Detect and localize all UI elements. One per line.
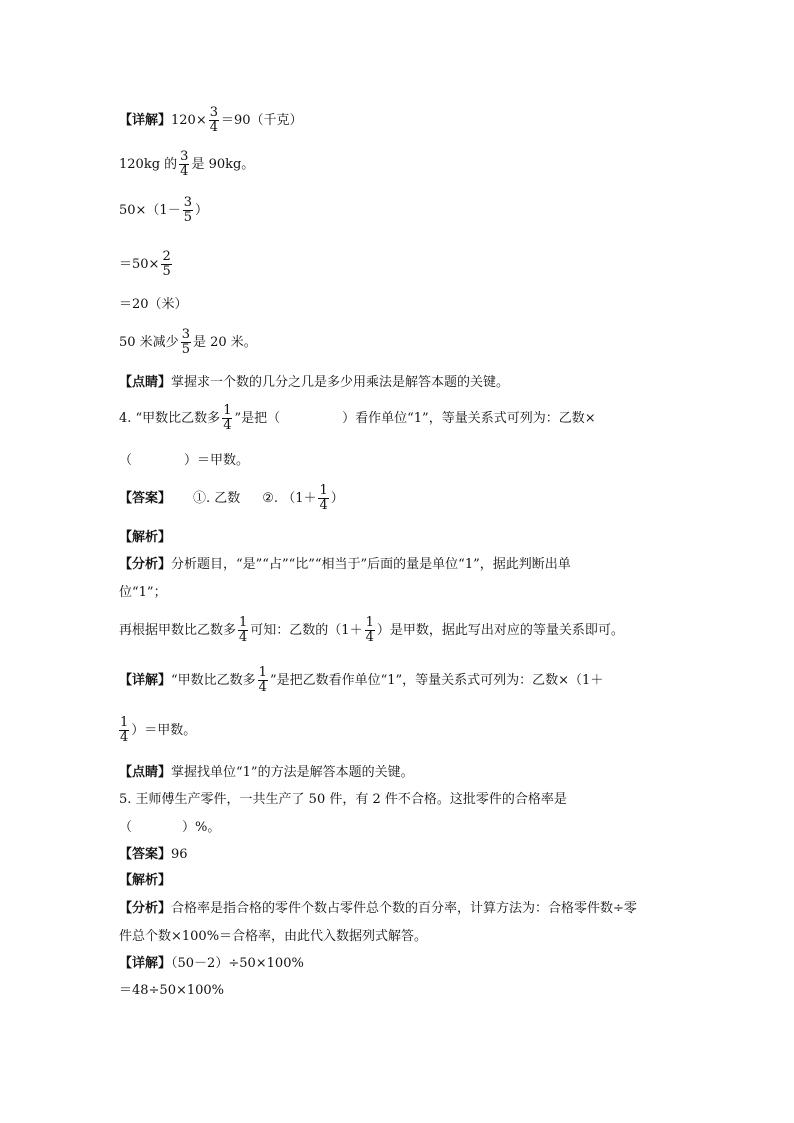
denominator: 4: [223, 418, 232, 433]
numerator: 3: [209, 105, 219, 120]
numerator: 1: [319, 483, 328, 498]
denominator: 5: [183, 210, 192, 225]
numerator: 1: [239, 615, 248, 630]
detail-tag: 【详解】: [119, 113, 172, 128]
fraction: [183, 196, 193, 225]
detail-tag: 【详解】: [119, 673, 172, 688]
text: 120kg 的: [119, 157, 178, 172]
text: ）＝甲数。: [184, 453, 250, 468]
denominator: 4: [209, 120, 219, 135]
text: 是 90kg。: [191, 157, 255, 172]
detail-line-2: [119, 150, 254, 179]
analysis-tag: 【解析】: [119, 873, 172, 888]
text: ＝48÷50×100%: [119, 983, 225, 998]
denominator: 4: [365, 630, 374, 645]
numerator: 1: [258, 665, 267, 680]
numerator: 3: [180, 149, 189, 164]
denominator: 4: [258, 680, 267, 695]
denominator: 5: [162, 264, 171, 279]
numerator: 1: [120, 715, 129, 730]
key-point-4: [119, 766, 414, 779]
text: ）看作单位“1”，等量关系式可列为：乙数×: [342, 411, 596, 426]
question-5-cont: [119, 821, 220, 834]
text: ”是把乙数看作单位“1”，等量关系式可列为：乙数×（1＋: [269, 673, 604, 688]
question-5: [119, 793, 567, 806]
text: ①. 乙数: [193, 491, 241, 506]
text: 可知：乙数的（1＋: [250, 623, 363, 638]
fraction: [161, 250, 171, 279]
text: ）＝甲数。: [131, 723, 197, 738]
text: ＝50×: [119, 257, 160, 272]
text: 位“1”；: [119, 585, 167, 600]
analysis-5-heading: [119, 874, 171, 887]
analysis-tag: 【解析】: [119, 530, 172, 545]
denominator: 4: [180, 164, 189, 179]
text: ）%。: [182, 820, 221, 835]
question-4-cont: [119, 454, 249, 467]
answer-tag: 【答案】: [119, 491, 172, 506]
answer-5: [119, 848, 188, 861]
text: 分析题目，“是”“占”“比”“相当于”后面的量是单位“1”，据此判断出单: [171, 557, 571, 572]
detail-4-line-2: [117, 716, 196, 745]
denominator: 4: [120, 730, 129, 745]
text: 96: [171, 847, 188, 862]
numerator: 2: [162, 249, 171, 264]
analysis-4-line-2: [119, 586, 167, 599]
detail-5-line-2: [119, 984, 224, 997]
denominator: 5: [181, 342, 190, 357]
detail-line-5: [119, 298, 188, 311]
text: ）是甲数，据此写出对应的等量关系即可。: [376, 623, 624, 638]
text: 4. “甲数比乙数多: [119, 411, 221, 426]
text: ）: [195, 203, 209, 218]
detail-5-line-1: [119, 957, 304, 970]
text: 5. 王师傅生产零件，一共生产了 50 件，有 2 件不合格。这批零件的合格率是: [119, 792, 567, 807]
text: （: [119, 820, 133, 835]
fraction: [119, 716, 129, 745]
detail-tag: 【详解】: [119, 956, 172, 971]
key-point-tag: 【点睛】: [119, 375, 172, 390]
text: 是 20 米。: [192, 335, 257, 350]
analysis-4-heading: [119, 531, 171, 544]
analysis-5-line-2: [119, 930, 427, 943]
text: ＝20（米）: [119, 297, 188, 312]
detail-4-line-1: [119, 666, 603, 695]
analysis-subtag: 【分析】: [119, 557, 172, 572]
fraction: [318, 484, 328, 513]
answer-tag: 【答案】: [119, 847, 172, 862]
text: 掌握求一个数的几分之几是多少用乘法是解答本题的关键。: [171, 375, 510, 390]
text: 50 米减少: [119, 335, 179, 350]
fraction: [222, 404, 232, 433]
numerator: 3: [181, 327, 190, 342]
text: （50－2）÷50×100%: [171, 956, 304, 971]
fraction: [209, 106, 219, 135]
analysis-5-line-1: [119, 902, 637, 915]
analysis-subtag: 【分析】: [119, 901, 172, 916]
analysis-4-line-3: [119, 616, 624, 645]
text: 掌握找单位“1”的方法是解答本题的关键。: [171, 765, 414, 780]
text: 件总个数×100%＝合格率，由此代入数据列式解答。: [119, 929, 428, 944]
numerator: 1: [365, 615, 374, 630]
text: ②. （1＋: [262, 491, 317, 506]
question-4: [119, 404, 596, 433]
key-point-tag: 【点睛】: [119, 765, 172, 780]
fraction: [181, 328, 191, 357]
text: “甲数比乙数多: [171, 673, 256, 688]
text: ”是把（: [234, 411, 281, 426]
numerator: 3: [183, 195, 192, 210]
text: （: [119, 453, 133, 468]
detail-line-3: [119, 196, 208, 225]
text: 再根据甲数比乙数多: [119, 623, 237, 638]
text: 50×（1－: [119, 203, 181, 218]
fraction: [238, 616, 248, 645]
denominator: 4: [239, 630, 248, 645]
detail-line-6: [119, 328, 257, 357]
text: ）: [330, 491, 344, 506]
text: ＝90（千克）: [221, 113, 303, 128]
text: 120×: [171, 113, 207, 128]
detail-line-4: [119, 250, 174, 279]
detail-line-1: [119, 106, 303, 135]
numerator: 1: [223, 403, 232, 418]
analysis-4-line-1: [119, 558, 571, 571]
denominator: 4: [319, 498, 328, 513]
answer-4: [119, 484, 344, 513]
fraction: [179, 150, 189, 179]
fraction: [365, 616, 375, 645]
fraction: [258, 666, 268, 695]
text: 合格率是指合格的零件个数占零件总个数的百分率，计算方法为：合格零件数÷零: [171, 901, 637, 916]
key-point-line: [119, 376, 509, 389]
